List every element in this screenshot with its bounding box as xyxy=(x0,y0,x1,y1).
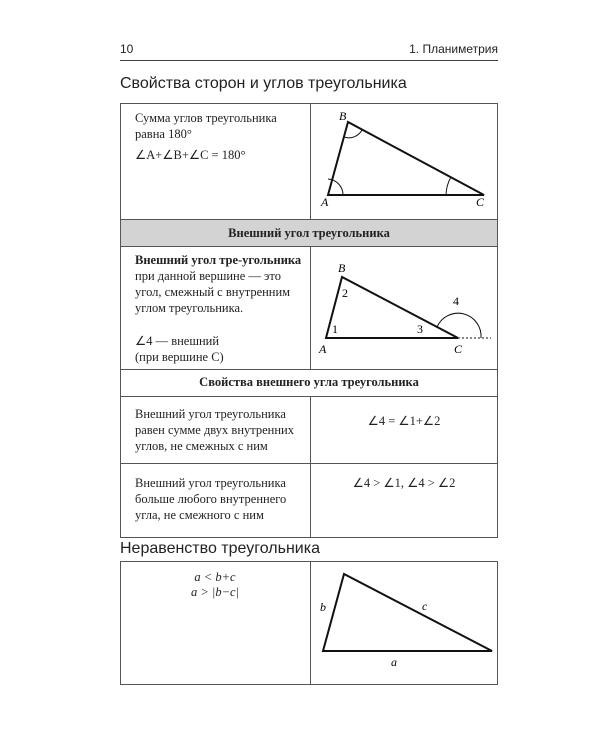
running-header xyxy=(120,42,498,61)
property-1-formula: ∠4 = ∠1+∠2 xyxy=(367,414,441,428)
exterior-angle-definition xyxy=(135,252,307,316)
angle-label-1: 1 xyxy=(332,322,338,336)
triangle-1 xyxy=(328,122,484,195)
property-2-text: Внешний угол треугольника больше любого внутреннего угла, не смежного с ним xyxy=(135,476,287,522)
side-label-b: b xyxy=(320,600,326,614)
section-title-triangle-inequality: Неравенство треугольника xyxy=(120,540,320,557)
exterior-angle-header: Внешний угол треугольника xyxy=(228,226,390,240)
triangle-figure-2 xyxy=(311,247,497,369)
angle-label-2: 2 xyxy=(342,286,348,300)
side-label-a: a xyxy=(391,655,397,669)
page-number: 10 xyxy=(120,42,134,56)
property-2-formula: ∠4 > ∠1, ∠4 > ∠2 xyxy=(352,476,456,490)
angle-sum-formula: ∠A+∠B+∠C = 180° xyxy=(135,148,246,162)
exterior-angle-arc xyxy=(437,313,481,338)
angle-arc-b xyxy=(344,130,362,138)
triangle-figure-1 xyxy=(311,104,497,218)
exterior-definition-rest: при данной вершине — это угол, смежный с внутренним углом треугольника. xyxy=(135,269,291,315)
vertex-label-a: A xyxy=(321,195,329,209)
triangle-3 xyxy=(323,574,492,651)
angle-arc-c xyxy=(446,177,451,195)
vertex-label-b: B xyxy=(339,109,347,123)
exterior-properties-header: Свойства внешнего угла треугольника xyxy=(199,375,419,389)
exterior-example-line1: ∠4 — внешний xyxy=(135,334,220,348)
side-label-c: c xyxy=(422,599,428,613)
vertex-label-b2: B xyxy=(338,261,346,275)
triangle-figure-3 xyxy=(311,562,497,684)
exterior-term: Внешний угол тре-угольника xyxy=(135,253,302,267)
vertex-label-c: C xyxy=(476,195,485,209)
vertex-label-a2: A xyxy=(319,342,327,356)
angle-label-3: 3 xyxy=(417,322,423,336)
inequality-1: a < b+c xyxy=(194,570,236,584)
property-1-text: Внешний угол треугольника равен сумме двух внутренних углов, не смежных с ним xyxy=(135,407,294,453)
chapter-title: 1. Планиметрия xyxy=(409,42,498,56)
angle-label-4: 4 xyxy=(453,294,459,308)
angle-sum-text: Сумма углов треугольника равна 180° xyxy=(135,111,277,141)
inequality-2: a > |b−c| xyxy=(190,585,240,599)
vertex-label-c2: C xyxy=(454,342,463,356)
exterior-example-line2: (при вершине C) xyxy=(135,350,224,364)
section-title-sides-angles: Свойства сторон и углов треугольника xyxy=(120,75,407,92)
